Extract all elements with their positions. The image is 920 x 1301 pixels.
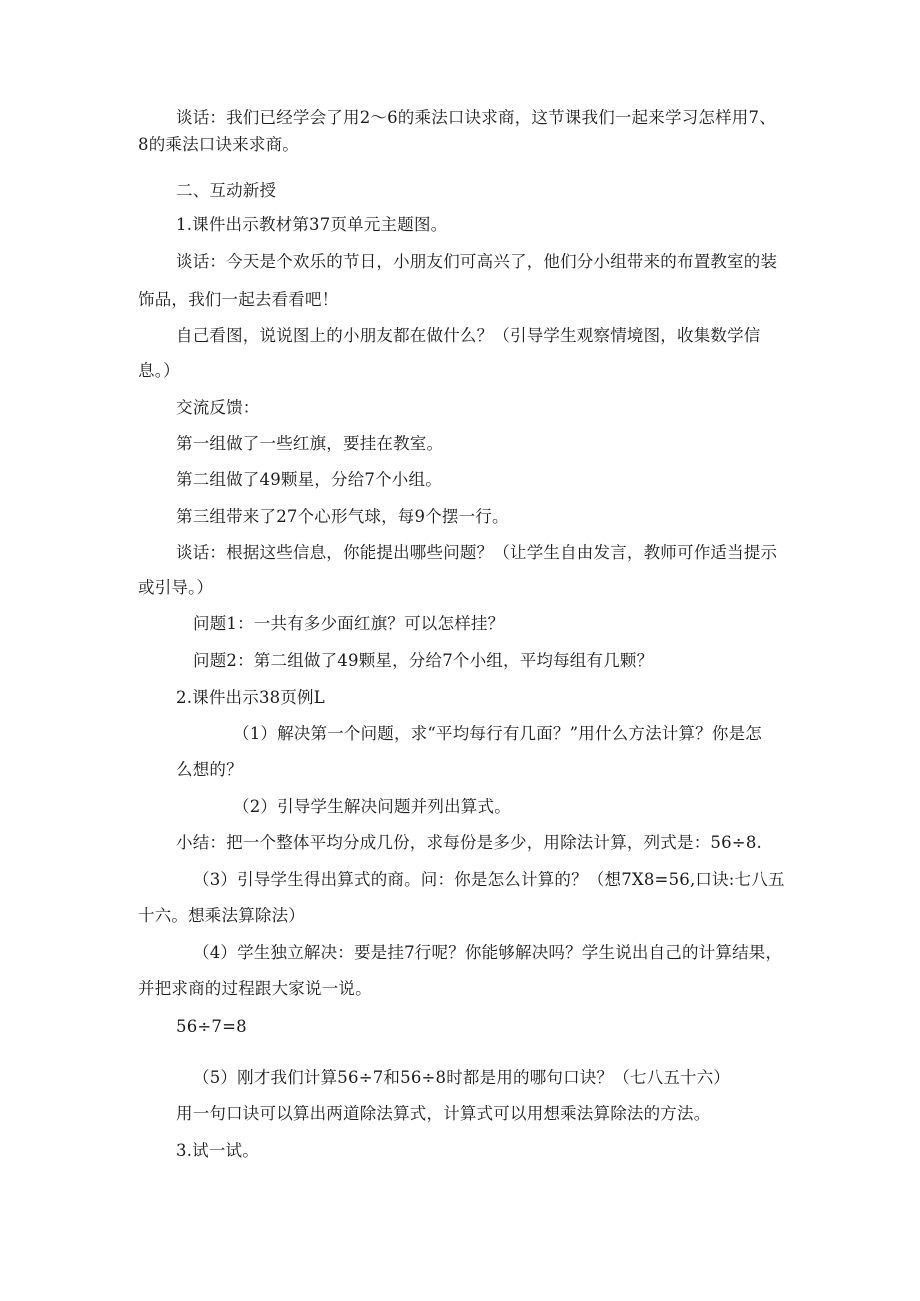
group-3-line: 第三组带来了27个心形气球，每9个摆一行。	[176, 507, 509, 526]
group-2-line: 第二组做了49颗星，分给7个小组。	[176, 470, 442, 489]
sub-3-line-2: 十六。想乘法算除法）	[138, 906, 305, 925]
intro-talk-line-1: 谈话：我们已经学会了用2～6的乘法口诀求商，这节课我们一起来学习怎样用7、	[176, 108, 776, 127]
intro-talk-line-2: 8的乘法口诀来求商。	[138, 135, 299, 154]
conclusion-line: 用一句口诀可以算出两道除法算式，计算式可以用想乘法算除法的方法。	[176, 1104, 711, 1123]
question-1: 问题1：一共有多少面红旗？可以怎样挂？	[193, 614, 505, 633]
sub-4-line-1: （4）学生独立解决：要是挂7行呢？你能够解决吗？学生说出自己的计算结果，	[193, 943, 783, 962]
question-2: 问题2：第二组做了49颗星，分给7个小组，平均每组有几颗？	[193, 651, 654, 670]
sub-5-line: （5）刚才我们计算56÷7和56÷8时都是用的哪句口诀？（七八五十六）	[193, 1068, 731, 1087]
equation-line: 56÷7=8	[176, 1017, 247, 1036]
step-2-heading: 2.课件出示38页例L	[176, 688, 325, 707]
sub-1-line-1: （1）解决第一个问题，求“平均每行有几面？”用什么方法计算？你是怎	[233, 724, 762, 743]
sub-1-line-2: 么想的？	[176, 760, 243, 779]
feedback-label: 交流反馈：	[176, 398, 260, 417]
sub-2-line: （2）引导学生解决问题并列出算式。	[233, 797, 511, 816]
observe-line-1: 自己看图，说说图上的小朋友都在做什么？（引导学生观察情境图，收集数学信	[176, 326, 761, 345]
sub-3-line-1: （3）引导学生得出算式的商。问：你是怎么计算的？（想7X8=56,口诀:七八五	[193, 870, 785, 889]
group-1-line: 第一组做了一些红旗，要挂在教室。	[176, 434, 444, 453]
talk-line-2: 饰品，我们一起去看看吧！	[138, 290, 339, 309]
step-3-heading: 3.试一试。	[176, 1141, 259, 1160]
observe-line-2: 息。）	[138, 361, 180, 380]
question-talk-line-1: 谈话：根据这些信息，你能提出哪些问题？（让学生自由发言，教师可作适当提示	[176, 543, 778, 562]
section-heading: 二、互动新授	[176, 181, 277, 200]
sub-4-line-2: 并把求商的过程跟大家说一说。	[138, 979, 372, 998]
step-1-heading: 1.课件出示教材第37页单元主题图。	[176, 215, 448, 234]
talk-line-1: 谈话：今天是个欢乐的节日，小朋友们可高兴了，他们分小组带来的布置教室的装	[176, 252, 778, 271]
summary-line: 小结：把一个整体平均分成几份，求每份是多少，用除法计算，列式是：56÷8.	[176, 833, 762, 852]
question-talk-line-2: 或引导。）	[138, 578, 214, 597]
